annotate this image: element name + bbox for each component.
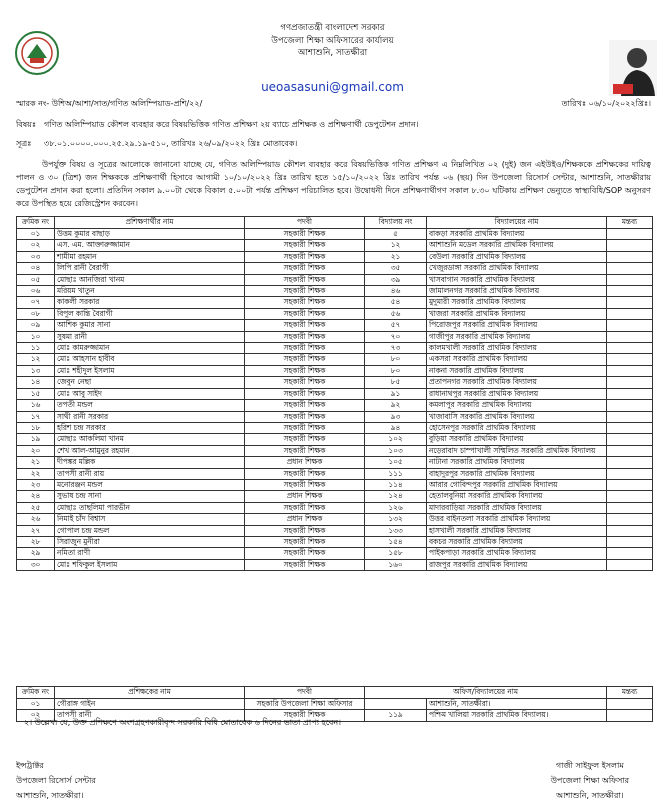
cell-name: দীপঙ্কর মল্লিক <box>55 457 245 468</box>
cell-remarks <box>607 240 653 251</box>
cell-school-name: হেতালবুনিয়া সরকারি প্রাথমিক বিদ্যালয় <box>427 491 607 502</box>
cell-remarks <box>607 400 653 411</box>
cell-remarks <box>607 559 653 570</box>
cell-serial: ১০ <box>17 331 55 342</box>
header-location: আশাশুনি, সাতক্ষীরা <box>297 48 368 58</box>
signature-left <box>16 758 96 803</box>
cell-designation: সহকারী শিক্ষক <box>245 502 365 513</box>
cell-remarks <box>607 536 653 547</box>
office-email: ueoasasuni@gmail.com <box>261 80 404 94</box>
officer-location: আশাশুনি, সাতক্ষীরা। <box>556 791 624 800</box>
subject-text: গণিত অলিম্পিয়াড কৌশল ব্যবহার করে বিষয়ভিত্তিক গণিত প্রশিক্ষণ ২য় ব্যাচে প্রশিক্ষক ও প্রশিক্ষণার্থী ডেপুটেশন প্রদান। <box>44 120 419 129</box>
source-label: সূত্রঃ <box>16 139 32 148</box>
header-office: উপজেলা শিক্ষা অফিসারের কার্যালয় <box>271 35 394 46</box>
cell-school-name: হোসেনপুর সরকারি প্রাথমিক বিদ্যালয় <box>427 422 607 433</box>
cell-serial: ১৭ <box>17 411 55 422</box>
cell-name: উত্তম কুমার বাছাড় <box>55 229 245 240</box>
table-row <box>17 377 653 388</box>
cell-school-name: বাহাদুরপুর সরকারি প্রাথমিক বিদ্যালয় <box>427 468 607 479</box>
cell-school-no <box>365 699 427 710</box>
table-row <box>17 514 653 525</box>
table-row <box>17 491 653 502</box>
cell-remarks <box>607 308 653 319</box>
cell-name: মোছাঃ আকলিমা খানম <box>55 434 245 445</box>
table-row <box>17 229 653 240</box>
cell-name: তাপসী রানী রায় <box>55 468 245 479</box>
cell-school-name: উত্তর বাইনতলা সরকারি প্রাথমিক বিদ্যালয় <box>427 514 607 525</box>
cell-name: মোঃ শহীদুল ইসলাম <box>55 365 245 376</box>
memo-number: স্মারক নং- উশিঅ/আশা/সাত/গণিত অলিম্পিয়াড-প্রশি/২২/ <box>16 99 203 108</box>
cell-designation: প্রধান শিক্ষক <box>245 514 365 525</box>
cell-name: সিরাজুন মুনীরা <box>55 536 245 547</box>
table-row <box>17 525 653 536</box>
cell-serial: ০৫ <box>17 274 55 285</box>
cell-designation: সহকারী শিক্ষক <box>245 422 365 433</box>
table-row <box>17 422 653 433</box>
cell-serial: ২৭ <box>17 525 55 536</box>
cell-serial: ১৮ <box>17 422 55 433</box>
cell-school-name: বকচর সরকারি প্রাথমিক বিদ্যালয় <box>427 536 607 547</box>
cell-serial: ১১ <box>17 343 55 354</box>
cell-serial: ২০ <box>17 445 55 456</box>
cell-school-name: খাজাবাসি সরকারি প্রাথমিক বিদ্যালয় <box>427 411 607 422</box>
source-line <box>16 138 653 149</box>
cell-school-no: ৭৩ <box>365 343 427 354</box>
cell-remarks <box>607 457 653 468</box>
cell-school-no: ১৬০ <box>365 559 427 570</box>
cell-serial: ০১ <box>17 229 55 240</box>
cell-school-name: গাজীপুর সরকারি প্রাথমিক বিদ্যালয় <box>427 331 607 342</box>
cell-school-no: ১৫৪ <box>365 536 427 547</box>
col-header-remarks: মন্তব্য <box>607 217 653 229</box>
cell-designation: সহকারী শিক্ষক <box>245 411 365 422</box>
cell-designation: সহকারী শিক্ষক <box>245 297 365 308</box>
cell-name: সাথী রানী সরকার <box>55 411 245 422</box>
table-row <box>17 320 653 331</box>
cell-designation: সহকারী শিক্ষক <box>245 251 365 262</box>
cell-serial: ০৩ <box>17 251 55 262</box>
cell-remarks <box>607 354 653 365</box>
cell-serial: ২৫ <box>17 502 55 513</box>
cell-designation: সহকারী শিক্ষক <box>245 445 365 456</box>
table-row <box>17 365 653 376</box>
cell-serial: ১২ <box>17 354 55 365</box>
cell-remarks <box>607 525 653 536</box>
instructor-location: আশাশুনি, সাতক্ষীরা। <box>16 791 84 800</box>
cell-designation: সহকারী শিক্ষক <box>245 229 365 240</box>
cell-school-no: ১২ <box>365 240 427 251</box>
cell-school-no: ৫ <box>365 229 427 240</box>
cell-name: মোঃ আহসান হাবীব <box>55 354 245 365</box>
cell-remarks <box>607 699 653 710</box>
cell-name: কাকলী সরকার <box>55 297 245 308</box>
cell-school-name: নাকনা সরকারি প্রাথমিক বিদ্যালয় <box>427 365 607 376</box>
cell-name: তাপসী রানী <box>55 710 245 721</box>
cell-school-no: ৫৭ <box>365 320 427 331</box>
cell-remarks <box>607 229 653 240</box>
cell-designation: সহকারী শিক্ষক <box>245 710 365 721</box>
trainers-header-row <box>17 687 653 699</box>
cell-designation: সহকারী শিক্ষক <box>245 434 365 445</box>
cell-school-no: ৩৫ <box>365 263 427 274</box>
cell-name: এস. এম. আক্তারুজ্জামান <box>55 240 245 251</box>
table-row <box>17 274 653 285</box>
cell-remarks <box>607 434 653 445</box>
cell-school-name: হাসখালী সরকারি প্রাথমিক বিদ্যালয় <box>427 525 607 536</box>
header-government: গণপ্রজাতন্ত্রী বাংলাদেশ সরকার <box>280 23 385 33</box>
col-header-trainer-name: প্রশিক্ষকের নাম <box>55 687 245 699</box>
cell-serial: ০২ <box>17 710 55 721</box>
officer-name: গাজী সাইফুল ইসলাম <box>555 761 624 770</box>
cell-designation: সহকারী শিক্ষক <box>245 468 365 479</box>
cell-serial: ১৯ <box>17 434 55 445</box>
cell-serial: ১৩ <box>17 365 55 376</box>
cell-remarks <box>607 514 653 525</box>
cell-school-name: খাসবাগান সরকারি প্রাথমিক বিদ্যালয় <box>427 274 607 285</box>
cell-designation: সহকারী শিক্ষক <box>245 365 365 376</box>
cell-name: জেবুন নেছা <box>55 377 245 388</box>
cell-remarks <box>607 388 653 399</box>
cell-serial: ১৪ <box>17 377 55 388</box>
cell-serial: ০৯ <box>17 320 55 331</box>
cell-remarks <box>607 320 653 331</box>
cell-remarks <box>607 411 653 422</box>
table-row <box>17 251 653 262</box>
cell-serial: ০১ <box>17 699 55 710</box>
cell-school-no: ১২৬ <box>365 502 427 513</box>
table-row <box>17 479 653 490</box>
cell-designation: সহকারী শিক্ষক <box>245 377 365 388</box>
cell-designation: সহকারী শিক্ষক <box>245 274 365 285</box>
cell-school-name: বাকড়া সরকারি প্রাথমিক বিদ্যালয় <box>427 229 607 240</box>
col-header-name: প্রশিক্ষণার্থীর নাম <box>55 217 245 229</box>
cell-name: হরিশ চন্দ্র সরকার <box>55 422 245 433</box>
cell-designation: সহকারী শিক্ষক <box>245 559 365 570</box>
cell-name: মোঃ শফিকুল ইসলাম <box>55 559 245 570</box>
cell-remarks <box>607 502 653 513</box>
cell-school-name: নড়েরাবাদ চাম্পাখালী সম্মিলিত সরকারি প্রাথমিক বিদ্যালয় <box>427 445 607 456</box>
table-row <box>17 400 653 411</box>
subject-label: বিষয়ঃ <box>16 120 37 129</box>
col-header-school-name: বিদ্যালয়ের নাম <box>427 217 607 229</box>
cell-school-name: কমলাপুর সরকারি প্রাথমিক বিদ্যালয় <box>427 400 607 411</box>
cell-remarks <box>607 710 653 721</box>
cell-name: মোছাঃ আনজিরা খানম <box>55 274 245 285</box>
cell-school-name: খেজুরডাঙ্গা সরকারি প্রাথমিক বিদ্যালয় <box>427 263 607 274</box>
cell-name: গোপাল চন্দ্র মন্ডল <box>55 525 245 536</box>
cell-designation: সহকারী শিক্ষক <box>245 343 365 354</box>
cell-remarks <box>607 365 653 376</box>
cell-designation: সহকারী শিক্ষক <box>245 240 365 251</box>
cell-designation: সহকারী শিক্ষক <box>245 548 365 559</box>
cell-remarks <box>607 263 653 274</box>
cell-designation: সহকারী শিক্ষক <box>245 400 365 411</box>
col-header-serial: ক্রমিক নং <box>17 217 55 229</box>
table-row <box>17 297 653 308</box>
cell-designation: সহকারী শিক্ষক <box>245 286 365 297</box>
source-text: ৩৮.০১.০০০০.০০০.২৫.২৯.১৯-৫১০, তারিখঃ ২৬/০৯/২০২২ খ্রিঃ মোতাবেক। <box>44 139 298 148</box>
cell-school-no: ১৫৮ <box>365 548 427 559</box>
cell-school-name: জামালনগর সরকারি প্রাথমিক বিদ্যালয় <box>427 286 607 297</box>
cell-school-no: ১২৪ <box>365 491 427 502</box>
cell-name: সুভাষ চন্দ্র সানা <box>55 491 245 502</box>
cell-designation: সহকারী শিক্ষক <box>245 388 365 399</box>
col-header-designation: পদবী <box>245 217 365 229</box>
instructor-title: ইন্সট্রাক্টর <box>16 761 44 770</box>
body-paragraph: উপর্যুক্ত বিষয় ও সূত্রের আলোকে জানানো যাচ্ছে যে, গণিত অলিম্পিয়াড কৌশল ব্যবহার করে বিষয়ভিত্তিক গণিত প্রশিক্ষণ এ নিম্নলিখিত ০২ (দুই) জন এইউইও/শিক্ষককে প্রশিক্ষকের দায়িত্ব পালন ও ৩০ (ত্রিশ) জন শিক্ষককে প্রশিক্ষণার্থী হিসাবে আগামী ১০/১০/২০২২ খ্রিঃ তারিখ হতে ১৫/১০/২০২২ খ্রিঃ তারিখ পর্যন্ত ০৬ (ছয়) দিন উপজেলা রিসোর্স সেন্টার, আশাশুনি, সাতক্ষীরায় ডেপুটেশন প্রদান করা হলো। প্রতিদিন সকাল ৯.০০টা থেকে বিকাল ৫.০০টা পর্যন্ত প্রশিক্ষণ পরিচালিত হবে। উদ্বোধনী দিনে প্রশিক্ষণার্থীগণ সকাল ৮.৩০ ঘটিকায় প্রশিক্ষণ ভেন্যুতে স্বাস্থ্যবিধি/SOP অনুসরণ করে উপস্থিত হয়ে রেজিস্ট্রেশন করবেন। <box>16 160 651 208</box>
table-row <box>17 263 653 274</box>
table-row <box>17 445 653 456</box>
cell-name: মোছাঃ তাছলিমা পারভীন <box>55 502 245 513</box>
cell-school-name: একসরা সরকারি প্রাথমিক বিদ্যালয় <box>427 354 607 365</box>
trainees-header-row <box>17 217 653 229</box>
cell-serial: ২৮ <box>17 536 55 547</box>
cell-designation: প্রধান শিক্ষক <box>245 457 365 468</box>
office-header <box>0 22 665 60</box>
cell-school-no: ১৩৩ <box>365 525 427 536</box>
cell-serial: ২৯ <box>17 548 55 559</box>
subject-line <box>16 119 653 130</box>
col-header-remarks: মন্তব্য <box>607 687 653 699</box>
cell-designation: প্রধান শিক্ষক <box>245 491 365 502</box>
cell-school-no: ৮৫ <box>365 377 427 388</box>
allowance-note: ২। উল্লেখ্য যে, উক্ত প্রশিক্ষণে অংশগ্রহণকারীবৃন্দ সরকারি বিধি মোতাবেক ৬ দিনের ভাতা প্রাপ্য হবেন। <box>24 718 342 727</box>
table-row <box>17 240 653 251</box>
table-row <box>17 411 653 422</box>
cell-designation: সহকারী শিক্ষক <box>245 536 365 547</box>
cell-remarks <box>607 468 653 479</box>
cell-name: শেখ আল-আমুনুর রহমান <box>55 445 245 456</box>
cell-school-name: বেউলা সরকারি প্রাথমিক বিদ্যালয় <box>427 251 607 262</box>
officer-title: উপজেলা শিক্ষা অফিসার <box>550 776 629 785</box>
table-row <box>17 434 653 445</box>
cell-school-no: ১৩২ <box>365 514 427 525</box>
cell-name: লিপি রানী বৈরাগী <box>55 263 245 274</box>
cell-serial: ০৮ <box>17 308 55 319</box>
cell-school-name: আশাশুনি, সাতক্ষীরা। <box>427 699 607 710</box>
cell-school-no: ৭০ <box>365 331 427 342</box>
cell-name: তপতী মন্ডল <box>55 400 245 411</box>
cell-school-no: ৪৬ <box>365 286 427 297</box>
cell-name: মোঃ কামরুজ্জামান <box>55 343 245 354</box>
cell-name: মোঃ আবু সাইদ <box>55 388 245 399</box>
cell-school-no: ৮০ <box>365 354 427 365</box>
col-header-serial: ক্রমিক নং <box>17 687 55 699</box>
cell-school-name: পিরোজপুর সরকারি প্রাথমিক বিদ্যালয় <box>427 320 607 331</box>
table-row <box>17 559 653 570</box>
cell-school-name: খাজরা সরকারি প্রাথমিক বিদ্যালয় <box>427 308 607 319</box>
cell-school-no: ১০২ <box>365 434 427 445</box>
cell-remarks <box>607 377 653 388</box>
cell-name: মরিয়ম খাতুন <box>55 286 245 297</box>
cell-school-no: ১১১ <box>365 468 427 479</box>
cell-remarks <box>607 251 653 262</box>
cell-designation: সহকারী শিক্ষক <box>245 263 365 274</box>
cell-designation: সহকারি উপজেলা শিক্ষা অফিসার <box>245 699 365 710</box>
cell-remarks <box>607 297 653 308</box>
col-header-designation: পদবী <box>245 687 365 699</box>
cell-school-no: ১০৫ <box>365 457 427 468</box>
cell-school-no: ৯৪ <box>365 422 427 433</box>
cell-school-no: ৯২ <box>365 400 427 411</box>
cell-name: গৌরাঙ্গ গাইন <box>55 699 245 710</box>
cell-serial: ২১ <box>17 457 55 468</box>
cell-serial: ০২ <box>17 240 55 251</box>
table-row <box>17 308 653 319</box>
table-row <box>17 502 653 513</box>
cell-school-name: কালমখালী সরকারি প্রাথমিক বিদ্যালয় <box>427 343 607 354</box>
cell-school-no: ৯১ <box>365 388 427 399</box>
cell-serial: ২৪ <box>17 491 55 502</box>
table-row <box>17 699 653 710</box>
cell-school-no: ৩৯ <box>365 274 427 285</box>
cell-designation: সহকারী শিক্ষক <box>245 525 365 536</box>
cell-serial: ৩০ <box>17 559 55 570</box>
cell-remarks <box>607 548 653 559</box>
signature-right <box>551 758 629 803</box>
cell-school-no: ১০৩ <box>365 445 427 456</box>
cell-serial: ২২ <box>17 468 55 479</box>
table-row <box>17 468 653 479</box>
cell-remarks <box>607 274 653 285</box>
cell-school-no: ৮০ <box>365 365 427 376</box>
cell-name: বিপুল কান্তি বৈরাগী <box>55 308 245 319</box>
cell-name: মনোরঞ্জন মন্ডল <box>55 479 245 490</box>
cell-school-no: ১১৯ <box>365 710 427 721</box>
cell-remarks <box>607 491 653 502</box>
cell-school-no: ৫৪ <box>365 297 427 308</box>
cell-designation: সহকারী শিক্ষক <box>245 331 365 342</box>
cell-school-name: আরার গোবিন্দপুর সরকারি প্রাথমিক বিদ্যালয় <box>427 479 607 490</box>
cell-designation: সহকারী শিক্ষক <box>245 320 365 331</box>
cell-name: সুষমা রানী <box>55 331 245 342</box>
cell-school-name: বুড়িয়া সরকারি প্রাথমিক বিদ্যালয় <box>427 434 607 445</box>
cell-school-name: প্রতাপনগর সরকারি প্রাথমিক বিদ্যালয় <box>427 377 607 388</box>
table-row <box>17 354 653 365</box>
cell-serial: ১৬ <box>17 400 55 411</box>
cell-remarks <box>607 445 653 456</box>
cell-name: নমিতা রাণী <box>55 548 245 559</box>
cell-school-no: ৫৬ <box>365 308 427 319</box>
cell-designation: সহকারী শিক্ষক <box>245 354 365 365</box>
cell-serial: ২৩ <box>17 479 55 490</box>
cell-school-no: ২১ <box>365 251 427 262</box>
cell-school-name: মাদারবাড়িয়া সরকারি প্রাথমিক বিদ্যালয় <box>427 502 607 513</box>
cell-designation: সহকারী শিক্ষক <box>245 479 365 490</box>
table-row <box>17 343 653 354</box>
cell-school-no: ১১৪ <box>365 479 427 490</box>
table-row <box>17 388 653 399</box>
col-header-office: অফিস/বিদ্যালয়ের নাম <box>365 687 607 699</box>
table-row <box>17 286 653 297</box>
cell-school-name: মুদুমারী সরকারি প্রাথমিক বিদ্যালয় <box>427 297 607 308</box>
instructor-office: উপজেলা রিসোর্স সেন্টার <box>16 776 96 785</box>
cell-serial: ০৪ <box>17 263 55 274</box>
col-header-school-no: বিদ্যালয় নং <box>365 217 427 229</box>
table-row <box>17 536 653 547</box>
cell-remarks <box>607 479 653 490</box>
memo-date: তারিখঃ ০৬/১০/২০২২খ্রিঃ। <box>561 99 651 108</box>
cell-serial: ০৭ <box>17 297 55 308</box>
table-row <box>17 457 653 468</box>
cell-serial: ০৬ <box>17 286 55 297</box>
cell-school-no: ৯৩ <box>365 411 427 422</box>
cell-serial: ২৬ <box>17 514 55 525</box>
cell-school-name: রাধানাথপুর সরকারি প্রাথমিক বিদ্যালয় <box>427 388 607 399</box>
cell-remarks <box>607 331 653 342</box>
trainees-table <box>16 216 653 571</box>
cell-remarks <box>607 343 653 354</box>
cell-school-name: আশাশুনি মডেল সরকারি প্রাথমিক বিদ্যালয় <box>427 240 607 251</box>
cell-school-name: পাইকপাড়া সরকারি প্রাথমিক বিদ্যালয় <box>427 548 607 559</box>
cell-name: আশিক কুমার সানা <box>55 320 245 331</box>
cell-name: শামীমা রহমান <box>55 251 245 262</box>
table-row <box>17 331 653 342</box>
table-row <box>17 548 653 559</box>
cell-school-name: পশ্চিম খালিয়া সরকারি প্রাথমিক বিদ্যালয়। <box>427 710 607 721</box>
cell-school-name: রাজপুর সরকারি প্রাথমিক বিদ্যালয় <box>427 559 607 570</box>
cell-designation: সহকারী শিক্ষক <box>245 308 365 319</box>
cell-remarks <box>607 422 653 433</box>
cell-serial: ১৫ <box>17 388 55 399</box>
cell-school-name: নাটানা সরকারি প্রাথমিক বিদ্যালয় <box>427 457 607 468</box>
cell-name: নিমাই চাঁদ বিশ্বাস <box>55 514 245 525</box>
cell-remarks <box>607 286 653 297</box>
